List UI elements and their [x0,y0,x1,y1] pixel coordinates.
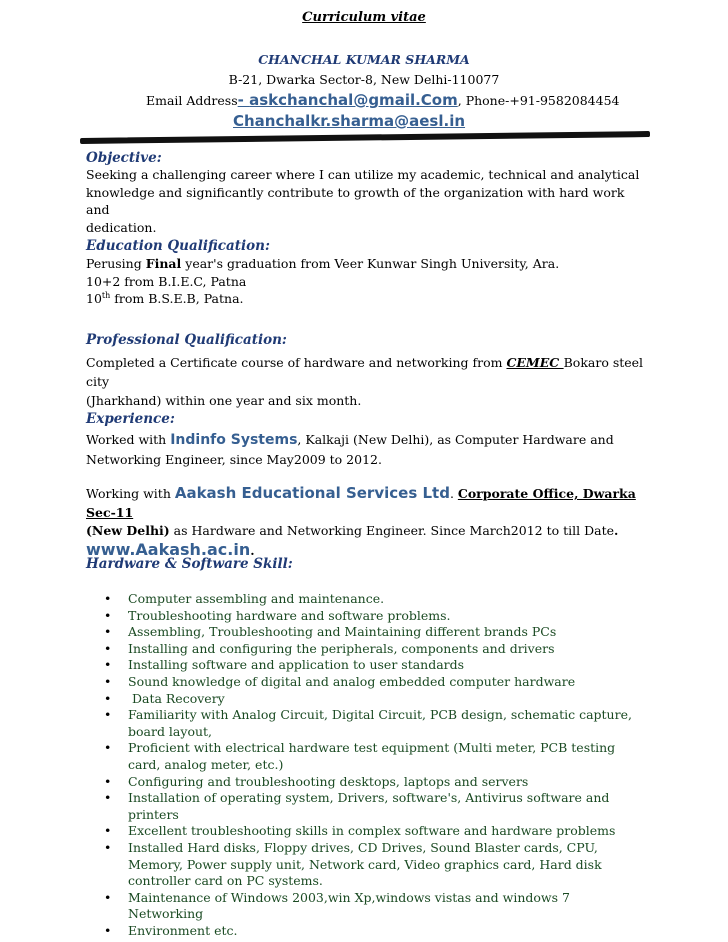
education-text-part: from B.S.E.B, Patna. [110,291,244,306]
education-text-part: Perusing [86,256,146,271]
bullet-icon: • [104,839,112,855]
skill-text: Data Recovery [128,690,225,706]
skill-text: Configuring and troubleshooting desktops, laptops and servers [128,773,529,789]
skill-text: Assembling, Troubleshooting and Maintaining different brands PCs [128,624,557,640]
list-item [104,740,644,773]
experience-heading: Experience: [86,411,175,427]
company-name: Indinfo Systems [170,432,298,448]
list-item [104,823,644,840]
skill-text: Computer assembling and maintenance. [128,591,385,606]
office-location: Corporate Office, Dwarka Sec-11 [86,486,636,520]
professional-line: (Jharkhand) within one year and six month. [86,393,362,408]
professional-text-part: Completed a Certificate course of hardware and networking from [86,355,507,370]
phone: , Phone-+91-9582084454 [457,93,620,108]
education-text-part: year's graduation from Veer Kunwar Singh University, Ara. [181,256,560,271]
bullet-icon: • [104,607,112,623]
skill-text: Environment etc. [128,922,238,938]
education-line: 10+2 from B.I.E.C, Patna [86,273,247,289]
objective-heading: Objective: [86,150,162,166]
list-item [104,890,644,923]
list-item [104,674,644,691]
objective-line: dedication. [86,219,157,235]
list-item [104,691,644,708]
experience-text-part: . [250,542,255,558]
bullet-icon: • [104,823,112,839]
experience-job-1 [86,430,646,469]
skill-text: Installing and configuring the peripherals, components and drivers [128,640,555,656]
office-city: (New Delhi) [86,523,170,538]
company-name: Aakash Educational Services Ltd [174,484,450,502]
email-link-secondary[interactable]: Chanchalkr.sharma@aesl.in [233,112,466,130]
bullet-icon: • [104,591,112,606]
bullet-icon: • [104,922,112,938]
list-item [104,790,644,823]
objective-text [86,166,646,236]
professional-text [86,353,646,410]
email-separator: - [237,91,250,109]
experience-line [86,484,646,522]
superscript: th [101,290,111,300]
experience-text-part: Working with [86,486,175,501]
list-item [104,923,644,940]
experience-line: Networking Engineer, since May2009 to 2012. [86,452,382,467]
skill-text: Familiarity with Analog Circuit, Digital Circuit, PCB design, schematic capture, board layout, [128,707,632,739]
skill-text: Maintenance of Windows 2003,win Xp,windows vistas and windows 7 Networking [128,889,570,922]
experience-text-part: as Hardware and Networking Engineer. Since March2012 to till Date [169,523,615,538]
experience-line [86,430,646,450]
list-item [104,591,644,608]
skill-text: Proficient with electrical hardware test equipment (Multi meter, PCB testing card, analog meter, etc.) [128,740,616,772]
list-item [104,774,644,791]
objective-line: Seeking a challenging career where I can utilize my academic, technical and analytical [86,167,640,182]
institute-name: CEMEC [506,355,564,370]
skill-text: Sound knowledge of digital and analog embedded computer hardware [128,673,576,689]
skills-list [104,591,644,939]
bullet-icon: • [104,790,112,806]
experience-job-2 [86,484,646,560]
professional-text-part: Bokaro steel city [86,355,644,389]
list-item [104,840,644,890]
bullet-icon: • [104,624,112,640]
experience-text-part: . [614,523,619,538]
list-item [104,657,644,674]
skill-text: Installation of operating system, Drivers, software's, Antivirus software and printers [128,790,610,822]
list-item [104,608,644,625]
education-text [86,255,646,308]
experience-text-part: , Kalkaji (New Delhi), as Computer Hardware and [297,432,614,447]
list-item [104,707,644,740]
candidate-name: CHANCHAL KUMAR SHARMA [258,52,470,67]
bullet-icon: • [104,773,112,789]
education-bold: Final [145,256,182,271]
skill-text: Troubleshooting hardware and software problems. [128,607,451,623]
email-line-2 [233,113,465,130]
bullet-icon: • [104,740,112,756]
email-label: Email Address [146,93,238,108]
experience-text-part: . [449,486,458,501]
website-link[interactable]: www.Aakash.ac.in [86,539,251,559]
contact-line [146,92,620,109]
email-link-primary[interactable]: askchanchal@gmail.Com [249,91,458,109]
experience-text-part: Worked with [86,432,171,447]
education-line [86,290,646,308]
list-item [104,641,644,658]
address: B-21, Dwarka Sector-8, New Delhi-110077 [228,72,500,87]
bullet-icon: • [104,690,112,706]
skill-text: Installing software and application to user standards [128,657,465,673]
experience-line [86,522,646,541]
education-heading: Education Qualification: [86,238,270,254]
document-title: Curriculum vitae [302,10,426,25]
bullet-icon: • [104,673,112,689]
bullet-icon: • [104,657,112,673]
skills-heading: Hardware & Software Skill: [86,556,293,572]
education-text-part: 10 [86,291,102,306]
professional-heading: Professional Qualification: [86,332,287,348]
header-divider [80,131,650,144]
objective-line: knowledge and significantly contribute to growth of the organization with hard work and [86,184,625,217]
bullet-icon: • [104,707,112,723]
bullet-icon: • [104,889,112,905]
professional-line [86,353,646,391]
list-item [104,624,644,641]
bullet-icon: • [104,640,112,656]
education-line [86,255,646,273]
skill-text: Installed Hard disks, Floppy drives, CD Drives, Sound Blaster cards, CPU, Memory, Power supply unit, Network card, Video graphics card, Hard disk controller card on PC systems. [128,839,602,889]
skill-text: Excellent troubleshooting skills in complex software and hardware problems [128,823,616,839]
